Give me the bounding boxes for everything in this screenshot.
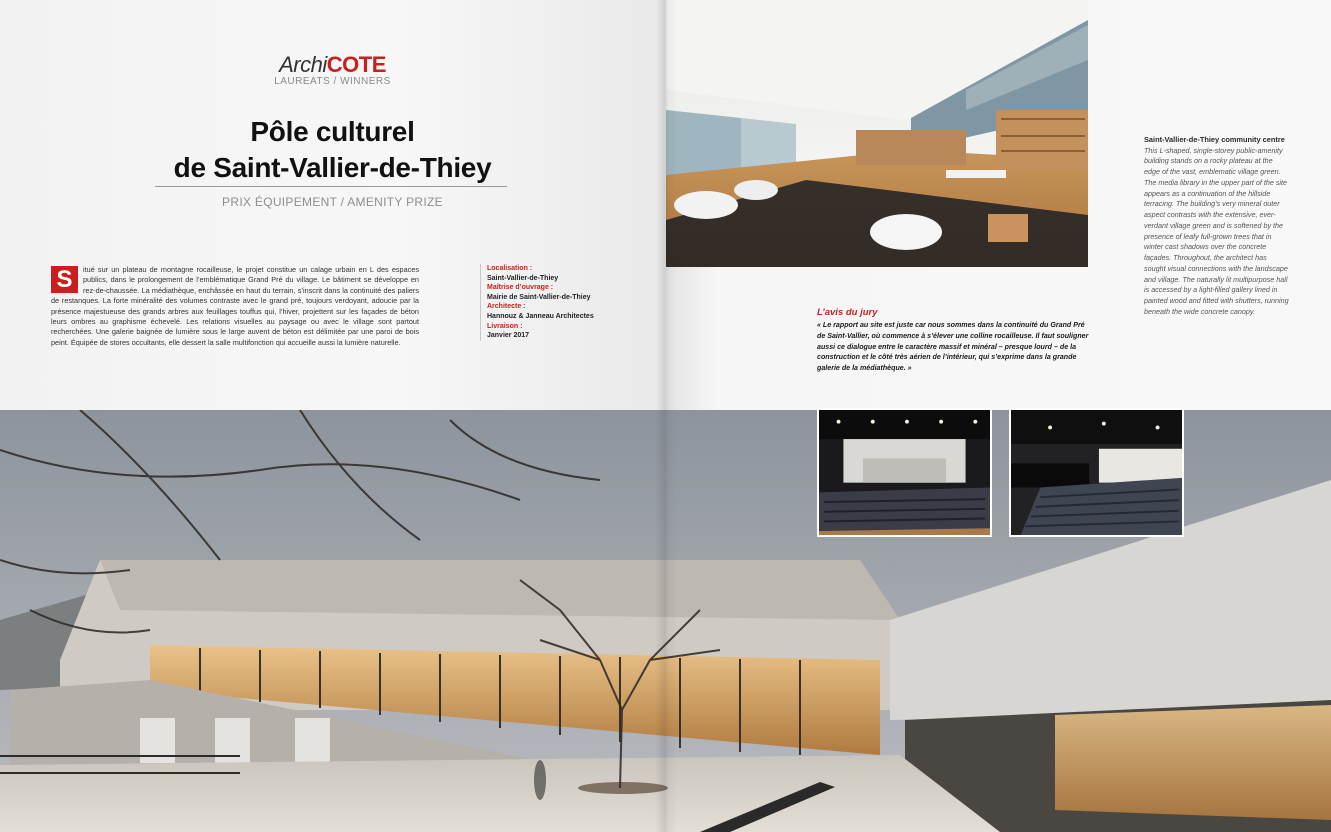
jury-title: L’avis du jury (817, 307, 878, 318)
title-line-1: Pôle culturel (250, 116, 415, 147)
jury-section (817, 307, 1092, 374)
delivery-value: Janvier 2017 (487, 332, 530, 340)
auditorium-photo-2 (1009, 408, 1184, 537)
location-value: Saint-Vallier-de-Thiey (487, 274, 559, 282)
english-text: This L-shaped, single-storey public-amenity building stands on a rocky plateau at the edge of the vast, emblematic village green. The media library in the upper part of the site appears as a continuation of the hillside terracing. The building’s very mineral outer aspect contrasts with the extensive, ever-verdant village green and is softened by the presence of leafy full-grown trees that in winter cast shadows over the concrete façades. Throughout, the architect has sought visual connections with the landscape and village. The naturally lit multipurpose hall is accessed by a light-filled gallery lined in painted wood and fitted with shutters, running beneath the wide concrete canopy. (1144, 145, 1289, 316)
title-line-2: de Saint-Vallier-de-Thiey (173, 152, 492, 183)
article-body-text: itué sur un plateau de montagne rocailleuse, le projet constitue un calage urbain en L des espaces publics, dans le prolongement de l’emblématique Grand Pré du village. Le bâtiment se développe en rez-de-chaussée. La médiathèque, enchâssée en haut du terrain, s’inscrit dans la continuité des paliers de restanques. La forte minéralité des volumes contraste avec le grand pré, toujours verdoyant, adoucie par la présence majestueuse des grands arbres aux feuillages touffus qui, l’hiver, projettent sur les façades de béton leurs ombres au graphisme échevelé. Les relations visuelles au paysage ou avec le village sont partout recherchées. Une galerie baignée de lumière sous le large auvent de béton est délimitée par une paroi de bois peint. Équipée de stores occultants, elle dessert la salle multifonction qui accueille aussi la lumière naturelle. (51, 265, 419, 347)
title-divider (155, 186, 507, 187)
english-title: Saint-Vallier-de-Thiey community centre (1144, 135, 1285, 144)
library-interior-photo (666, 0, 1088, 267)
article-body (51, 265, 419, 348)
dropcap: S (51, 266, 78, 293)
delivery-label: Livraison : (487, 322, 523, 330)
project-info (480, 264, 630, 341)
archicote-logo: ArchiCOTE (279, 52, 386, 77)
category-label: LAUREATS / WINNERS (274, 76, 391, 87)
article-title (0, 114, 665, 186)
owner-label: Maîtrise d’ouvrage : (487, 284, 554, 292)
architect-label: Architecte : (487, 303, 526, 311)
auditorium-photo-1 (817, 408, 992, 537)
owner-value: Mairie de Saint-Vallier-de-Thiey (487, 293, 591, 301)
location-label: Localisation : (487, 265, 533, 272)
jury-quote: « Le rapport au site est juste car nous sommes dans la continuité du Grand Pré de Saint-Vallier, où commence à s’élever une colline rocailleuse. Il faut souligner aussi ce dialogue entre le caractère massif et minéral – presque lourd – de la construction et le côté très aérien de l’intérieur, qui s’exprime dans la grande galerie de la médiathèque. » (817, 321, 1089, 373)
architect-value: Hannouz & Janneau Architectes (487, 312, 594, 320)
english-summary (1144, 135, 1289, 318)
prize-label: PRIX ÉQUIPEMENT / AMENITY PRIZE (222, 195, 443, 209)
